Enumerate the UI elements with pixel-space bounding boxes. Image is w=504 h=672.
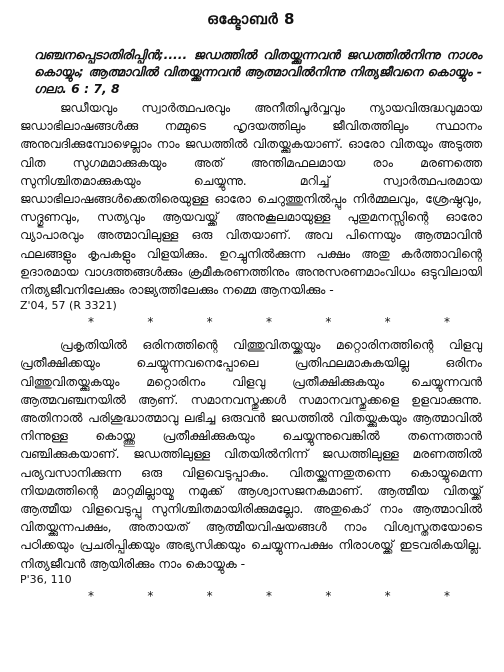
scripture-verse: വഞ്ചനപ്പെടാതിരിപ്പിൻ;..... ജഡത്തിൽ വിതയ്ക്കുന്നവൻ ജഡത്തിൽനിന്നു നാശം കൊയ്യും; ആത്മാവിൽ വിതയ്ക്കുന്നവൻ ആത്മാവിൽനിന്നു നിത്യജീവനെ കൊയ്യും - ഗലാ. 6 : 7, 8 [34, 47, 482, 96]
separator-star: * [443, 588, 450, 603]
separator-star: * [88, 315, 94, 330]
paragraph-1: ജഡീയവും സ്വാർത്ഥപരവും അനീതിപൂർവ്വവും ന്യായവിരുദ്ധവുമായ ജഡാഭിലാഷങ്ങൾക്കു നമ്മുടെ ഹൃദയത്തിലും ജീവിതത്തിലും സ്ഥാനം അനുവദിക്കുമ്പോഴെല്ലാം നാം ജഡത്തിൽ വിതയ്ക്കുകയാണ്. ഓരോ വിതയും അടുത്ത വിത സുഗമമാക്കുകയും അത് അന്തിമഫലമായ രാം മരണത്തെ സുനിശ്ചിതമാക്കുകയും ചെയ്യുന്നു. മറിച്ച് സ്വാർത്ഥപരമായ ജഡാഭിലാഷങ്ങൾക്കെതിരെയുള്ള ഓരോ ചെറുത്തുനിൽപ്പും നിർമ്മലവും, ശ്രേഷ്ഠവും, സദ്ഗുണവും, സത്യവും ആയവയ്ക്ക് അനുകൂലമായുള്ള പുതുമനസ്സിന്റെ ഓരോ വ്യാപാരവും അത്മാവിലുള്ള ഒരു വിതയാണ്. അവ പിന്നെയും ആത്മാവിൻ ഫലങ്ങളും കൃപകളും വിളയിക്കും. ഉറച്ചുനിൽക്കുന്ന പക്ഷം അതു കർത്താവിന്റെ ഉദാരമായ വാഗ്ദത്തങ്ങൾക്കും ക്രമീകരണത്തിനും അനുസരണമാംവിധം ഒടുവിലായി നിത്യജീവനിലേക്കും രാജ്യത്തിലേക്കും നമ്മെ ആനയിക്കും - [20, 100, 482, 298]
source-reference-1: Z'04, 57 (R 3321) [20, 299, 117, 313]
paragraph-2: പ്രകൃതിയിൽ ഒരിനത്തിന്റെ വിത്തുവിതയ്ക്കയും മറ്റൊരിനത്തിന്റെ വിളവു പ്രതീക്ഷിക്കയും ചെയ്യുന്നവനെപ്പോലെ പ്രതിഫലമാകുകയില്ല ഒരിനം വിത്തുവിതയ്ക്കുകയും മറ്റൊരിനം വിളവു പ്രതീക്ഷിക്കുകയും ചെയ്യുന്നവൻ ആത്മവഞ്ചനയിൽ ആണ്. സമാനവസ്തുക്കൾ സമാനവസ്തുക്കളെ ഉളവാക്കുന്നു. അതിനാൽ പരിശുദ്ധാത്മാവു ലഭിച്ച ഒരുവൻ ജഡത്തിൽ വിതയ്ക്കുകയും ആത്മാവിൽ നിന്നുള്ള കൊയ്ത്തു പ്രതീക്ഷിക്കുകയും ചെയ്യുന്നുവെങ്കിൽ തന്നെത്താൻ വഞ്ചിക്കുകയാണ്. ജഡത്തിലുള്ള വിതയിൽനിന്ന് ജഡത്തിലുള്ള മരണത്തിൽ പര്യവസാനിക്കുന്ന ഒരു വിളവെടുപ്പാകും. വിതയ്ക്കുന്നതുതന്നെ കൊയ്യുമെന്ന നിയമത്തിന്റെ മാറ്റമില്ലായ്മ നമുക്ക് ആശ്വാസജനകമാണ്. ആത്മീയ വിതയ്ക്ക് ആത്മീയ വിളവെടുപ്പു സുനിശ്ചിതമായിരിക്കുമല്ലോ. അതുകൊ് നാം ആത്മാവിൽ വിതയ്ക്കുന്നപക്ഷം, അതായത് ആത്മീയവിഷയങ്ങൾ നാം വിശ്വസ്തതയോടെ പഠിക്കയും പ്രചരിപ്പിക്കയും അഭ്യസിക്കയും ചെയ്യുന്നപക്ഷം നിരാശയ്ക്ക് ഇടവരികയില്ല. നിത്യജീവൻ ആയിരിക്കും നാം കൊയ്യുക - [20, 337, 482, 571]
separator-star: * [384, 315, 391, 330]
separator-star: * [384, 588, 391, 603]
separator-star: * [443, 315, 450, 330]
separator-star: * [325, 588, 332, 603]
section-separator-2 [20, 589, 482, 604]
section-separator-1 [20, 315, 482, 330]
separator-star: * [265, 315, 272, 330]
separator-star: * [88, 588, 94, 603]
separator-star: * [325, 315, 332, 330]
separator-star: * [206, 315, 213, 330]
separator-star: * [147, 315, 154, 330]
source-reference-2: P'36, 110 [20, 572, 72, 586]
separator-star: * [147, 588, 154, 603]
separator-star: * [206, 588, 213, 603]
page-title: ഒക്ടോബർ 8 [207, 10, 295, 28]
separator-star: * [265, 588, 272, 603]
